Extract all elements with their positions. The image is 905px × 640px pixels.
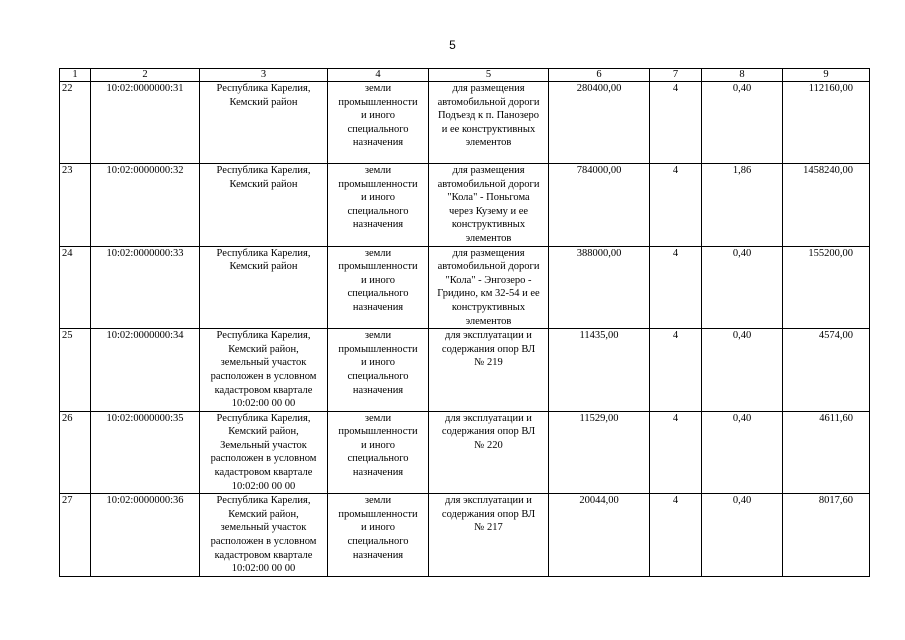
col8-value: 0,40 [702, 494, 783, 577]
permitted-use: для размещения автомобильной дороги "Кола" - Энгозеро - Гридино, км 32-54 и ее конструктивных элементов [437, 247, 540, 327]
table-row [60, 411, 870, 494]
col7-value: 4 [650, 246, 702, 329]
cadastral-number: 10:02:0000000:31 [91, 82, 200, 164]
land-category: земли промышленности и иного специального назначения [338, 247, 418, 313]
area-value: 388000,00 [549, 246, 650, 329]
land-plots-table [59, 68, 870, 577]
column-header: 1 [60, 69, 91, 82]
row-number: 26 [60, 411, 91, 494]
area-value: 784000,00 [549, 164, 650, 247]
land-category: земли промышленности и иного специального назначения [338, 495, 418, 561]
col9-value: 155200,00 [783, 246, 870, 329]
table-row [60, 494, 870, 577]
row-number: 24 [60, 246, 91, 329]
col9-value: 112160,00 [783, 82, 870, 164]
cadastral-number: 10:02:0000000:36 [91, 494, 200, 577]
col8-value: 0,40 [702, 411, 783, 494]
col7-value: 4 [650, 411, 702, 494]
land-category: земли промышленности и иного специального назначения [338, 412, 418, 479]
col8-value: 1,86 [702, 164, 783, 247]
col9-value: 8017,60 [783, 494, 870, 577]
land-category: земли промышленности и иного специального назначения [338, 330, 418, 396]
row-number: 22 [60, 82, 91, 164]
col8-value: 0,40 [702, 82, 783, 164]
land-category: земли промышленности и иного специального назначения [338, 83, 418, 149]
row-number: 25 [60, 329, 91, 412]
cadastral-number: 10:02:0000000:34 [91, 329, 200, 412]
col7-value: 4 [650, 494, 702, 577]
location: Республика Карелия, Кемский район [216, 165, 311, 190]
column-header: 3 [200, 69, 328, 82]
column-header: 8 [702, 69, 783, 82]
cadastral-number: 10:02:0000000:32 [91, 164, 200, 247]
col8-value: 0,40 [702, 329, 783, 412]
area-value: 11435,00 [549, 329, 650, 412]
location: Республика Карелия, Кемский район [216, 247, 311, 273]
land-category: земли промышленности и иного специального назначения [338, 165, 418, 231]
column-header: 6 [549, 69, 650, 82]
column-header: 7 [650, 69, 702, 82]
cadastral-number: 10:02:0000000:35 [91, 411, 200, 494]
table-row [60, 246, 870, 329]
cadastral-number: 10:02:0000000:33 [91, 246, 200, 329]
location: Республика Карелия, Кемский район [216, 83, 311, 108]
permitted-use: для эксплуатации и содержания опор ВЛ № 219 [441, 330, 536, 369]
permitted-use: для эксплуатации и содержания опор ВЛ № 217 [441, 495, 536, 534]
area-value: 11529,00 [549, 411, 650, 494]
table-row [60, 82, 870, 164]
column-header: 5 [429, 69, 549, 82]
table-row [60, 329, 870, 412]
permitted-use: для размещения автомобильной дороги "Кола" - Поньгома через Кузему и ее конструктивных элементов [437, 165, 540, 244]
col7-value: 4 [650, 82, 702, 164]
area-value: 280400,00 [549, 82, 650, 164]
column-header: 2 [91, 69, 200, 82]
column-header: 4 [328, 69, 429, 82]
col7-value: 4 [650, 329, 702, 412]
area-value: 20044,00 [549, 494, 650, 577]
location: Республика Карелия, Кемский район, Земельный участок расположен в условном кадастровом квартале 10:02:00 00 00 [210, 412, 317, 492]
permitted-use: для эксплуатации и содержания опор ВЛ № 220 [441, 412, 536, 451]
location: Республика Карелия, Кемский район, земельный участок расположен в условном кадастровом квартале 10:02:00 00 00 [210, 495, 317, 575]
column-header: 9 [783, 69, 870, 82]
row-number: 23 [60, 164, 91, 247]
col9-value: 4574,00 [783, 329, 870, 412]
table-row [60, 164, 870, 247]
page-number: 5 [449, 38, 456, 52]
col7-value: 4 [650, 164, 702, 247]
col8-value: 0,40 [702, 246, 783, 329]
permitted-use: для размещения автомобильной дороги Подъезд к п. Панозеро и ее конструктивных элементов [437, 83, 540, 149]
col9-value: 1458240,00 [783, 164, 870, 247]
col9-value: 4611,60 [783, 411, 870, 494]
location: Республика Карелия, Кемский район, земельный участок расположен в условном кадастровом квартале 10:02:00 00 00 [210, 330, 317, 410]
row-number: 27 [60, 494, 91, 577]
table-header-row [60, 69, 870, 82]
